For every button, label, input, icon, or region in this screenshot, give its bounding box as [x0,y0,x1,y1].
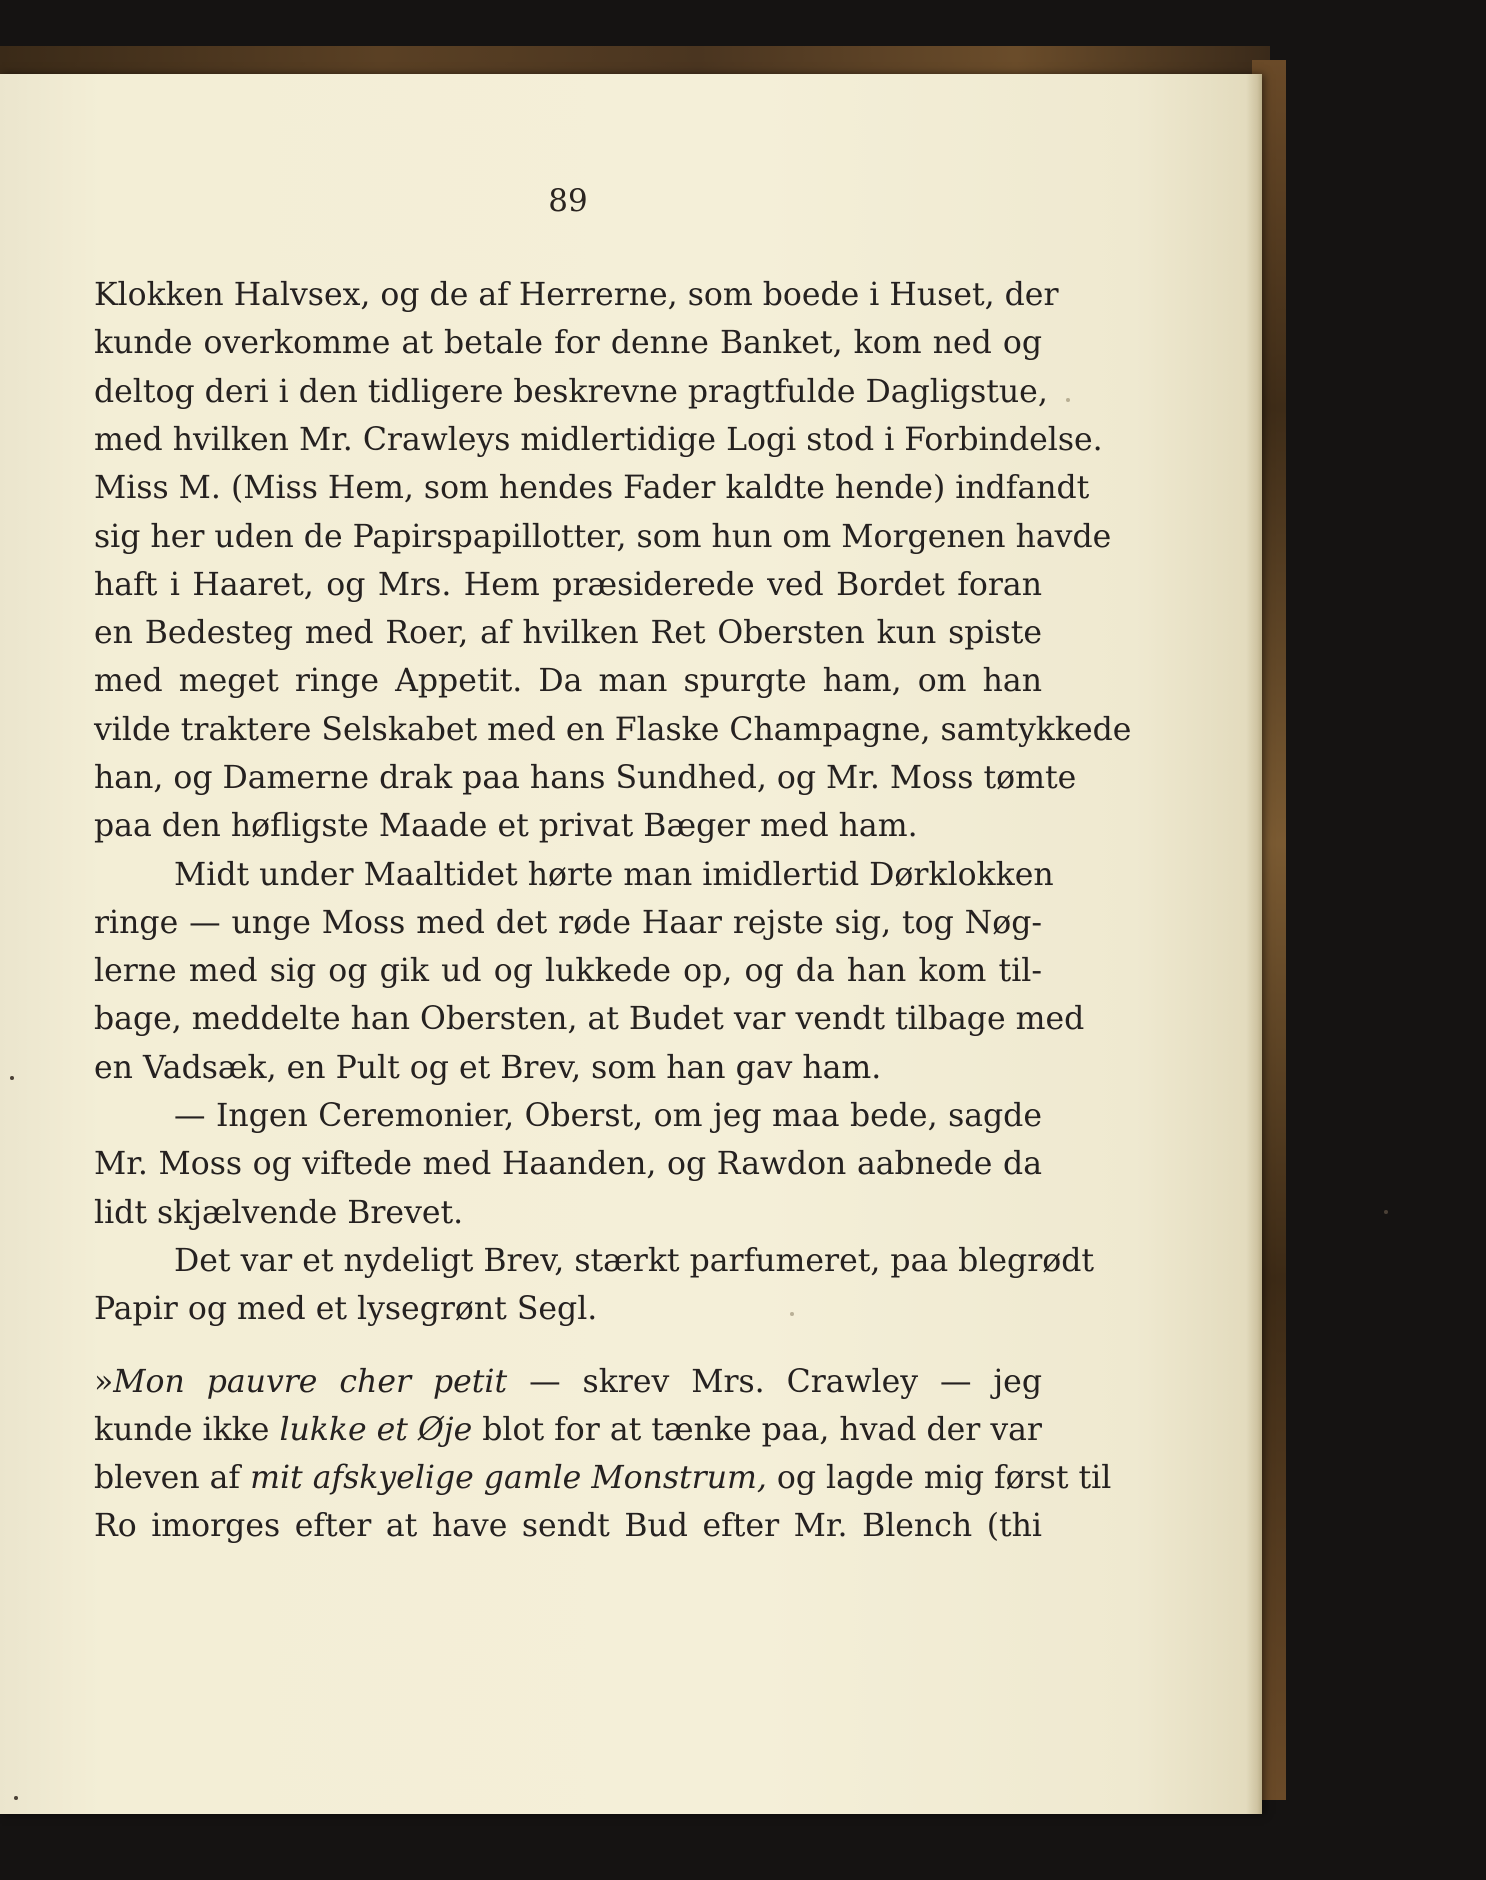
page-edge-shadow [1246,74,1262,1814]
text-segment: Midt under Maaltidet hørte man imidlertid Dørklokken [174,857,1054,893]
text-segment: bleven af [94,1460,251,1496]
text-segment: ringe — unge Moss med det røde Haar rejste sig, tog Nøg- [94,905,1042,941]
text-segment: en Vadsæk, en Pult og et Brev, som han gav ham. [94,1050,882,1086]
text-line [94,1362,1042,1402]
text-line [174,855,1054,895]
text-line [94,661,1042,701]
text-line [94,806,1042,846]
text-segment: kunde overkomme at betale for denne Banket, kom ned og [94,325,1042,361]
text-segment: med hvilken Mr. Crawleys midlertidige Logi stod i Forbindelse. [94,422,1103,458]
text-segment: » [94,1364,114,1400]
margin-speck [1384,1210,1388,1214]
text-line [94,1410,1042,1450]
text-line [94,758,1077,798]
text-segment: deltog deri i den tidligere beskrevne pragtfulde Dagligstue, [94,374,1048,410]
text-line [94,1458,1112,1498]
text-segment: Det var et nydeligt Brev, stærkt parfumeret, paa blegrødt [174,1243,1095,1279]
text-segment: kunde ikke [94,1412,280,1448]
text-line [94,613,1042,653]
text-segment: blot for at tænke paa, hvad der var [472,1412,1042,1448]
text-line [174,1096,1042,1136]
text-line [94,1506,1042,1546]
text-segment: lerne med sig og gik ud og lukkede op, og da han kom til- [94,953,1042,989]
text-line [94,468,1090,508]
text-segment: Klokken Halvsex, og de af Herrerne, som boede i Huset, der [94,277,1059,313]
text-segment: og lagde mig først til [766,1460,1112,1496]
text-line [94,517,1112,557]
text-segment: han, og Damerne drak paa hans Sundhed, og Mr. Moss tømte [94,760,1077,796]
margin-speck [14,1796,18,1800]
text-segment: bage, meddelte han Obersten, at Budet var vendt tilbage med [94,1001,1085,1037]
margin-speck [10,1076,14,1080]
text-segment: vilde traktere Selskabet med en Flaske Champagne, samtykkede [94,712,1132,748]
text-line [94,372,1048,412]
text-line [94,1144,1042,1184]
text-line [94,951,1042,991]
text-line [94,710,1132,750]
text-segment: lidt skjælvende Brevet. [94,1195,464,1231]
text-segment: med meget ringe Appetit. Da man spurgte ham, om han [94,663,1042,699]
text-segment: Papir og med et lysegrønt Segl. [94,1291,598,1327]
text-line [94,323,1042,363]
text-segment: haft i Haaret, og Mrs. Hem præsiderede ved Bordet foran [94,567,1042,603]
text-segment: Mr. Moss og viftede med Haanden, og Rawdon aabnede da [94,1146,1042,1182]
italic-phrase: Mon pauvre cher petit [113,1364,508,1400]
text-segment: en Bedesteg med Roer, af hvilken Ret Obersten kun spiste [94,615,1042,651]
page-number: 89 [548,183,588,219]
text-line [94,1289,1042,1329]
text-line [94,999,1085,1039]
text-segment: Ro imorges efter at have sendt Bud efter Mr. Blench (thi [94,1508,1042,1544]
text-line [94,1048,1042,1088]
text-segment: paa den høfligste Maade et privat Bæger med ham. [94,808,918,844]
text-line [174,1241,1095,1281]
italic-phrase: mit afskyelige gamle Monstrum, [250,1460,767,1496]
italic-phrase: lukke et Øje [279,1412,473,1448]
text-segment: — Ingen Ceremonier, Oberst, om jeg maa bede, sagde [174,1098,1042,1134]
text-line [94,1193,1042,1233]
margin-speck [1066,398,1070,402]
text-line [94,565,1042,605]
text-line [94,420,1103,460]
text-line [94,903,1042,943]
margin-speck [790,1312,794,1316]
text-segment: Miss M. (Miss Hem, som hendes Fader kaldte hende) indfandt [94,470,1090,506]
text-segment: — skrev Mrs. Crawley — jeg [507,1364,1042,1400]
text-line [94,275,1059,315]
text-segment: sig her uden de Papirspapillotter, som hun om Morgenen havde [94,519,1112,555]
